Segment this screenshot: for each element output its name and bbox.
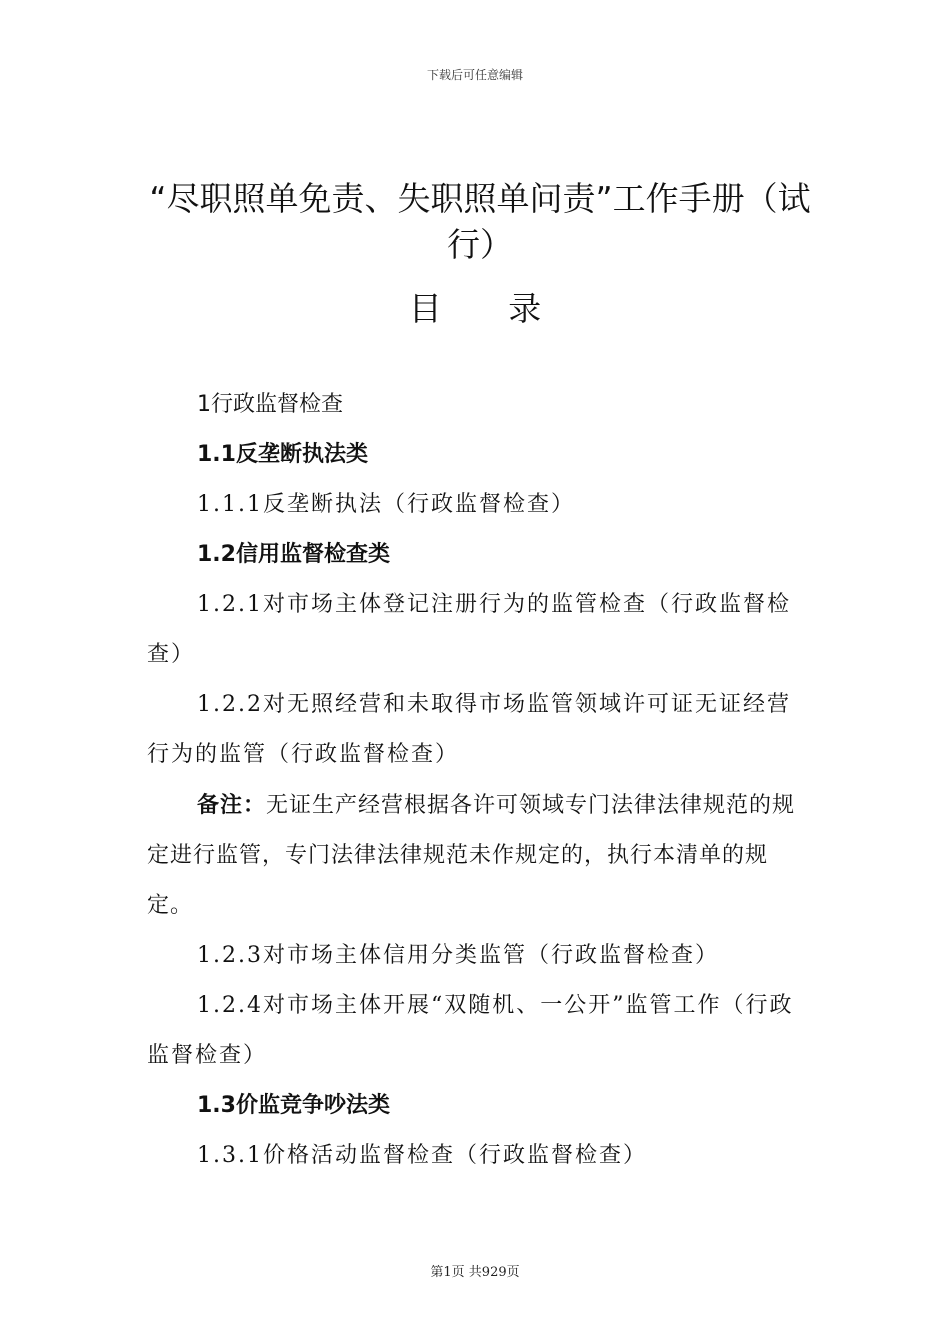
note-text: 无证生产经营根据各许可领域专门法律法律规范的规定进行监管，专门法律法律规范未作规定的，执行本清单的规定。 (147, 793, 796, 918)
toc-item[interactable]: 1.2.1对市场主体登记注册行为的监管检查（行政监督检查） (147, 592, 791, 667)
toc-item[interactable]: 1行政监督检查 (197, 392, 343, 417)
toc-item[interactable]: 1.3.1价格活动监督检查（行政监督检查） (197, 1143, 647, 1168)
toc-item[interactable]: 1.1.1反垄断执法（行政监督检查） (197, 492, 575, 517)
toc-item[interactable]: 1.2信用监督检查类 (197, 542, 390, 567)
page-footer: 第1页 共929页 (430, 1265, 520, 1280)
document-title: “尽职照单免责、失职照单问责”工作手册（试行） (149, 179, 811, 264)
header-note: 下载后可任意编辑 (426, 68, 523, 82)
toc-note (147, 780, 807, 931)
toc-item[interactable]: 1.2.4对市场主体开展“双随机、一公开”监管工作（行政监督检查） (147, 993, 794, 1068)
toc-item[interactable]: 1.2.3对市场主体信用分类监管（行政监督检查） (197, 943, 719, 968)
toc-heading: 目 录 (408, 289, 570, 328)
toc-item[interactable]: 1.2.2对无照经营和未取得市场监管领域许可证无证经营行为的监管（行政监督检查） (147, 692, 791, 767)
table-of-contents (147, 380, 807, 1181)
note-label: 备注： (197, 792, 267, 818)
toc-item[interactable]: 1.1反垄断执法类 (197, 442, 368, 467)
toc-item[interactable]: 1.3价监竞争吵法类 (197, 1093, 390, 1118)
